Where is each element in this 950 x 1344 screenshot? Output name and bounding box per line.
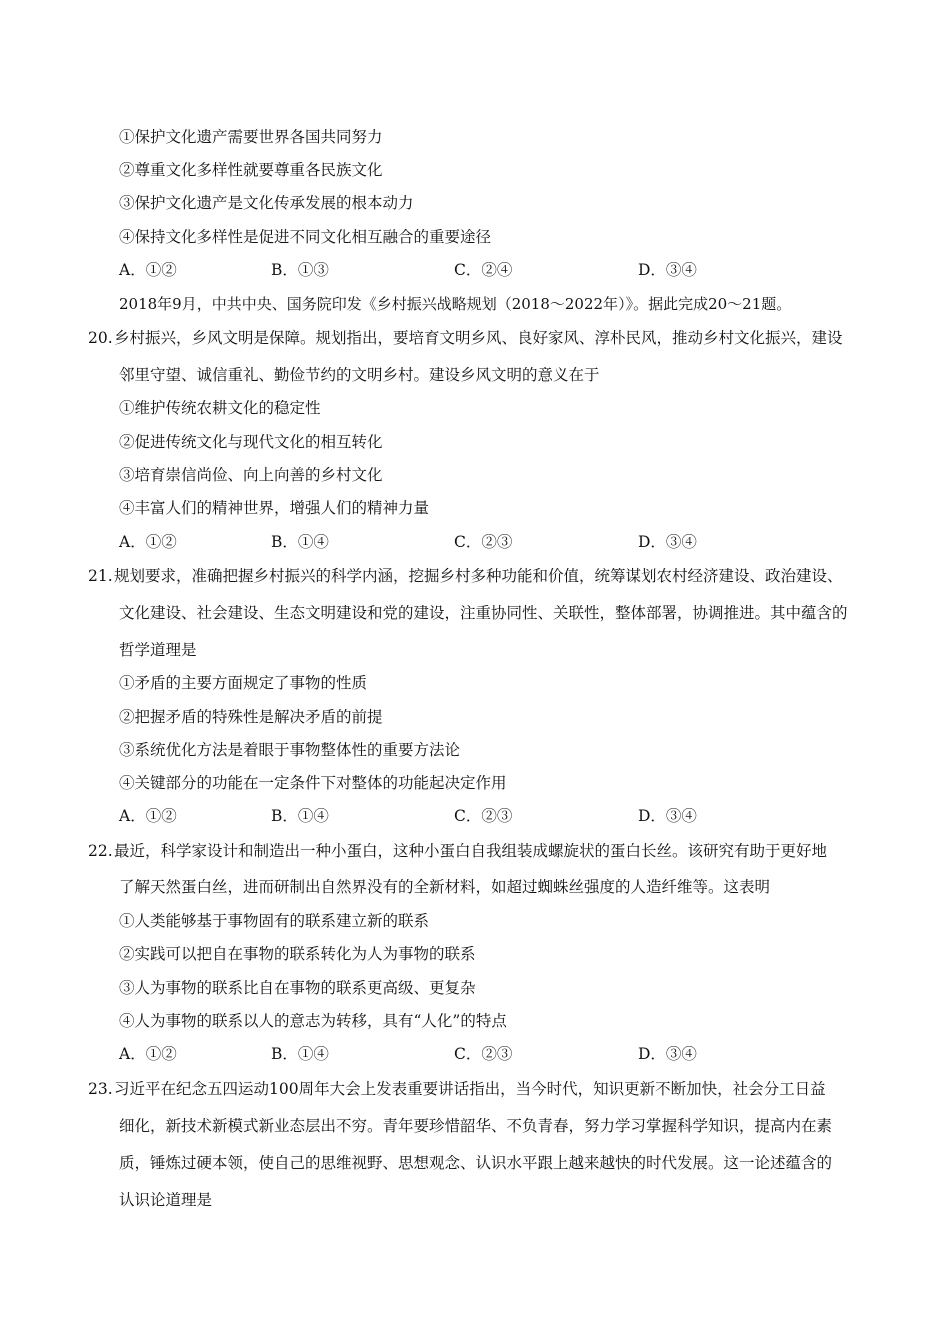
q20-stem-2: 邻里守望、诚信重礼、勤俭节约的文明乡村。建设乡风文明的意义在于 (119, 366, 600, 384)
q23-number: 23. (88, 1080, 113, 1098)
q22-number: 22. (88, 842, 113, 860)
q20-number: 20. (88, 329, 113, 347)
q21-item-2: ②把握矛盾的特殊性是解决矛盾的前提 (119, 708, 383, 726)
q21-item-3: ③系统优化方法是着眼于事物整体性的重要方法论 (119, 741, 461, 759)
q21-option-c: C．②③ (454, 807, 513, 825)
q21-stem-2: 文化建设、社会建设、生态文明建设和党的建设，注重协同性、关联性，整体部署，协调推进。其中蕴含的 (119, 604, 848, 622)
q20-option-c: C．②③ (454, 533, 513, 551)
q23-stem-1: 习近平在纪念五四运动100周年大会上发表重要讲话指出，当今时代，知识更新不断加快，社会分工日益 (114, 1080, 826, 1098)
q22-option-a: A．①② (119, 1045, 177, 1063)
q23-stem-4: 认识论道理是 (119, 1191, 213, 1209)
q22-item-3: ③人为事物的联系比自在事物的联系更高级、更复杂 (119, 979, 476, 997)
q21-item-1: ①矛盾的主要方面规定了事物的性质 (119, 674, 368, 692)
q19-option-a: A．①② (119, 261, 177, 279)
q20-item-4: ④丰富人们的精神世界，增强人们的精神力量 (119, 499, 430, 517)
q21-stem-3: 哲学道理是 (119, 641, 197, 659)
q20-option-a: A．①② (119, 533, 177, 551)
q19-item-4: ④保持文化多样性是促进不同文化相互融合的重要途径 (119, 228, 492, 246)
q22-item-4: ④人为事物的联系以人的意志为转移，具有“人化”的特点 (119, 1012, 507, 1030)
q19-option-c: C．②④ (454, 261, 513, 279)
q19-item-3: ③保护文化遗产是文化传承发展的根本动力 (119, 194, 414, 212)
q20-item-2: ②促进传统文化与现代文化的相互转化 (119, 433, 383, 451)
q20-option-b: B．①④ (271, 533, 329, 551)
q20-item-3: ③培育崇信尚俭、向上向善的乡村文化 (119, 466, 383, 484)
q21-number: 21. (88, 567, 113, 585)
q20-option-d: D．③④ (638, 533, 697, 551)
q19-option-d: D．③④ (638, 261, 697, 279)
q22-stem-1: 最近，科学家设计和制造出一种小蛋白，这种小蛋白自我组装成螺旋状的蛋白长丝。该研究有助于更好地 (114, 842, 828, 860)
q22-option-d: D．③④ (638, 1045, 697, 1063)
q23-stem-2: 细化，新技术新模式新业态层出不穷。青年要珍惜韶华、不负青春，努力学习掌握科学知识，提高内在素 (119, 1117, 833, 1135)
q22-option-c: C．②③ (454, 1045, 513, 1063)
q22-option-b: B．①④ (271, 1045, 329, 1063)
q20-item-1: ①维护传统农耕文化的稳定性 (119, 399, 321, 417)
q23-stem-3: 质，锤炼过硬本领，使自己的思维视野、思想观念、认识水平跟上越来越快的时代发展。这一论述蕴含的 (119, 1154, 833, 1172)
q19-option-b: B．①③ (271, 261, 329, 279)
q19-item-1: ①保护文化遗产需要世界各国共同努力 (119, 128, 383, 146)
q22-item-2: ②实践可以把自在事物的联系转化为人为事物的联系 (119, 945, 476, 963)
q22-stem-2: 了解天然蛋白丝，进而研制出自然界没有的全新材料，如超过蜘蛛丝强度的人造纤维等。这表明 (119, 878, 771, 896)
section-intro: 2018年9月，中共中央、国务院印发《乡村振兴战略规划（2018～2022年）》。据此完成20～21题。 (119, 295, 792, 313)
q21-option-b: B．①④ (271, 807, 329, 825)
q21-stem-1: 规划要求，准确把握乡村振兴的科学内涵，挖掘乡村多种功能和价值，统筹谋划农村经济建设、政治建设、 (114, 567, 843, 585)
q22-item-1: ①人类能够基于事物固有的联系建立新的联系 (119, 912, 430, 930)
q21-option-a: A．①② (119, 807, 177, 825)
q21-option-d: D．③④ (638, 807, 697, 825)
q19-item-2: ②尊重文化多样性就要尊重各民族文化 (119, 161, 383, 179)
q21-item-4: ④关键部分的功能在一定条件下对整体的功能起决定作用 (119, 774, 507, 792)
q20-stem-1: 乡村振兴，乡风文明是保障。规划指出，要培育文明乡风、良好家风、淳朴民风，推动乡村文化振兴，建设 (114, 329, 843, 347)
